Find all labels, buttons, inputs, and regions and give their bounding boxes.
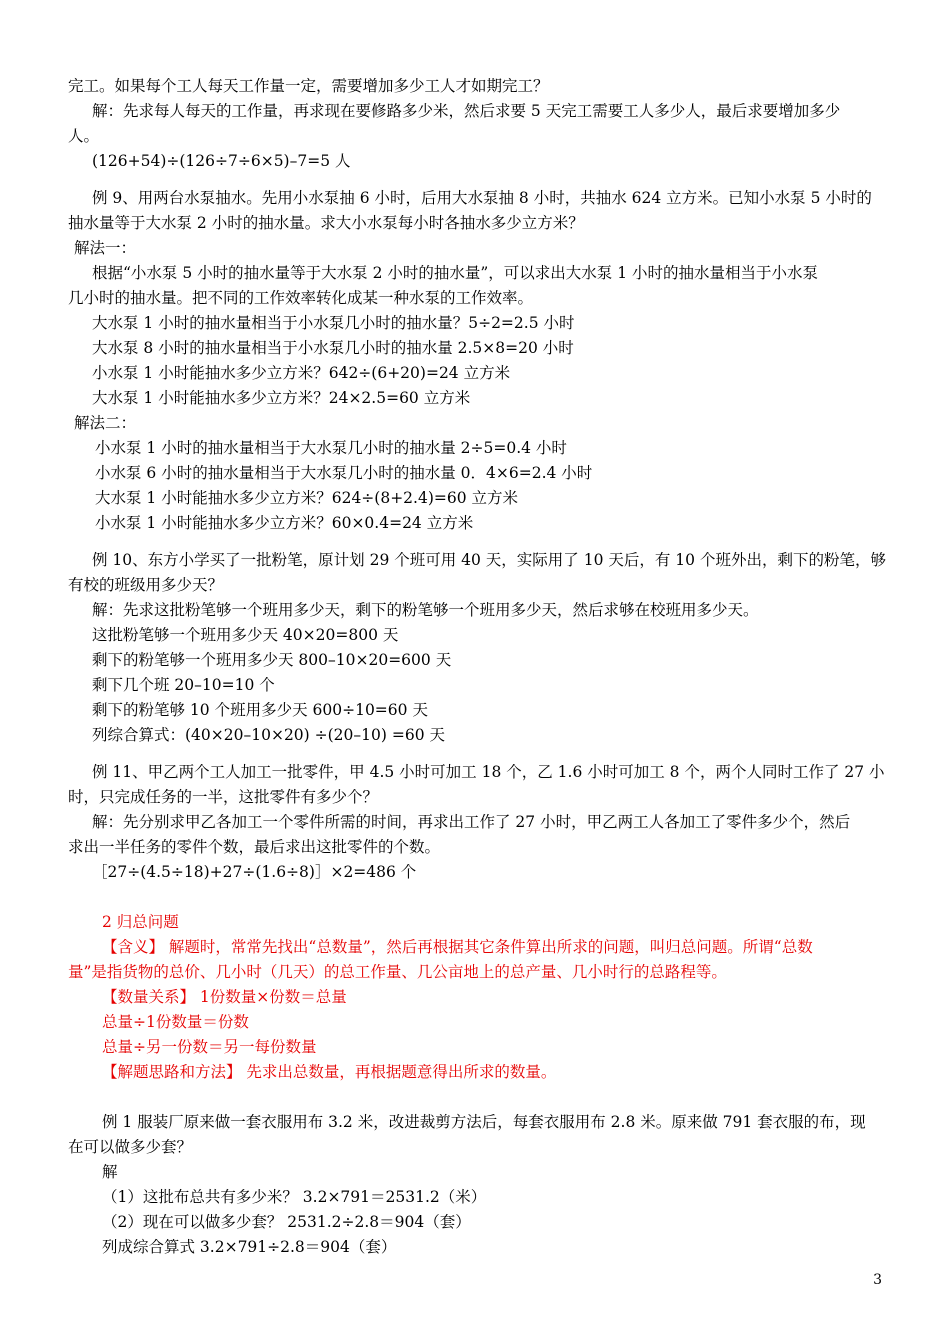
- text-line: 大水泵 1 小时能抽水多少立方米？624÷(8+2.4)=60 立方米: [95, 489, 519, 507]
- text-line: 有校的班级用多少天？: [68, 576, 224, 594]
- example-heading: 例 1 服装厂原来做一套衣服用布 3.2 米，改进裁剪方法后，每套衣服用布 2.8 米。原来做 791 套衣服的布，现: [102, 1113, 866, 1131]
- text-line: 完工。如果每个工人每天工作量一定，需要增加多少工人才如期完工？: [68, 77, 549, 95]
- text-line: 剩下几个班 20–10=10 个: [92, 676, 275, 694]
- formula-line: 列成综合算式 3.2×791÷2.8＝904（套）: [102, 1238, 397, 1256]
- relation-text: 总量÷1份数量＝份数: [102, 1013, 249, 1031]
- text-line: （1）这批布总共有多少米？ 3.2×791＝2531.2（米）: [102, 1188, 487, 1206]
- text-line: 这批粉笔够一个班用多少天 40×20=800 天: [92, 626, 399, 644]
- example-heading: 例 10、东方小学买了一批粉笔，原计划 29 个班可用 40 天，实际用了 10 天后，有 10 个班外出，剩下的粉笔，够: [92, 551, 886, 569]
- example-heading: 例 9、用两台水泵抽水。先用小水泵抽 6 小时，后用大水泵抽 8 小时，共抽水 624 立方米。已知小水泵 5 小时的: [92, 189, 872, 207]
- definition-text: 【含义】 解题时，常常先找出“总数量”，然后再根据其它条件算出所求的问题，叫归总问题。所谓“总数: [102, 938, 813, 956]
- text-line: 小水泵 1 小时的抽水量相当于大水泵几小时的抽水量 2÷5=0.4 小时: [95, 439, 567, 457]
- text-line: 几小时的抽水量。把不同的工作效率转化成某一种水泵的工作效率。: [68, 289, 534, 307]
- text-line: 时，只完成任务的一半，这批零件有多少个？: [68, 788, 379, 806]
- text-line: 小水泵 1 小时能抽水多少立方米？60×0.4=24 立方米: [95, 514, 474, 532]
- formula-line: ［27÷(4.5÷18)+27÷(1.6÷8)］×2=486 个: [92, 863, 417, 881]
- formula-line: (126+54)÷(126÷7÷6×5)–7=5 人: [92, 152, 351, 170]
- definition-text: 量”是指货物的总价、几小时（几天）的总工作量、几公亩地上的总产量、几小时行的总路程等。: [68, 963, 727, 981]
- method-heading: 解法二：: [74, 414, 137, 432]
- text-line: 剩下的粉笔够 10 个班用多少天 600÷10=60 天: [92, 701, 428, 719]
- relation-text: 总量÷另一份数＝另一每份数量: [102, 1038, 317, 1056]
- text-line: 在可以做多少套？: [68, 1138, 193, 1156]
- text-line: 解：先求这批粉笔够一个班用多少天，剩下的粉笔够一个班用多少天，然后求够在校班用多少天。: [92, 601, 759, 619]
- text-line: 小水泵 6 小时的抽水量相当于大水泵几小时的抽水量 0．4×6=2.4 小时: [95, 464, 593, 482]
- text-line: 剩下的粉笔够一个班用多少天 800–10×20=600 天: [92, 651, 452, 669]
- text-line: 大水泵 1 小时能抽水多少立方米？24×2.5=60 立方米: [92, 389, 471, 407]
- example-heading: 例 11、甲乙两个工人加工一批零件，甲 4.5 小时可加工 18 个，乙 1.6 小时可加工 8 个，两个人同时工作了 27 小: [92, 763, 885, 781]
- text-line: 人。: [68, 127, 100, 145]
- text-line: 大水泵 1 小时的抽水量相当于小水泵几小时的抽水量？5÷2=2.5 小时: [92, 314, 575, 332]
- text-line: 解: [102, 1163, 118, 1181]
- text-line: 解：先分别求甲乙各加工一个零件所需的时间，再求出工作了 27 小时，甲乙两工人各加工了零件多少个，然后: [92, 813, 851, 831]
- text-line: 大水泵 8 小时的抽水量相当于小水泵几小时的抽水量 2.5×8=20 小时: [92, 339, 574, 357]
- relation-text: 【数量关系】 1份数量×份数＝总量: [102, 988, 347, 1006]
- text-line: （2）现在可以做多少套？ 2531.2÷2.8＝904（套）: [102, 1213, 471, 1231]
- text-line: 小水泵 1 小时能抽水多少立方米？642÷(6+20)=24 立方米: [92, 364, 511, 382]
- formula-line: 列综合算式：(40×20–10×20) ÷(20–10) =60 天: [92, 726, 445, 744]
- section-heading: 2 归总问题: [102, 913, 179, 931]
- text-line: 解：先求每人每天的工作量，再求现在要修路多少米，然后求要 5 天完工需要工人多少人，最后求要增加多少: [92, 102, 841, 120]
- method-text: 【解题思路和方法】 先求出总数量，再根据题意得出所求的数量。: [102, 1063, 557, 1081]
- text-line: 求出一半任务的零件个数，最后求出这批零件的个数。: [68, 838, 441, 856]
- page-number: 3: [873, 1272, 882, 1288]
- text-line: 根据“小水泵 5 小时的抽水量等于大水泵 2 小时的抽水量”，可以求出大水泵 1 小时的抽水量相当于小水泵: [92, 264, 818, 282]
- text-line: 抽水量等于大水泵 2 小时的抽水量。求大小水泵每小时各抽水多少立方米？: [68, 214, 584, 232]
- method-heading: 解法一：: [74, 239, 137, 257]
